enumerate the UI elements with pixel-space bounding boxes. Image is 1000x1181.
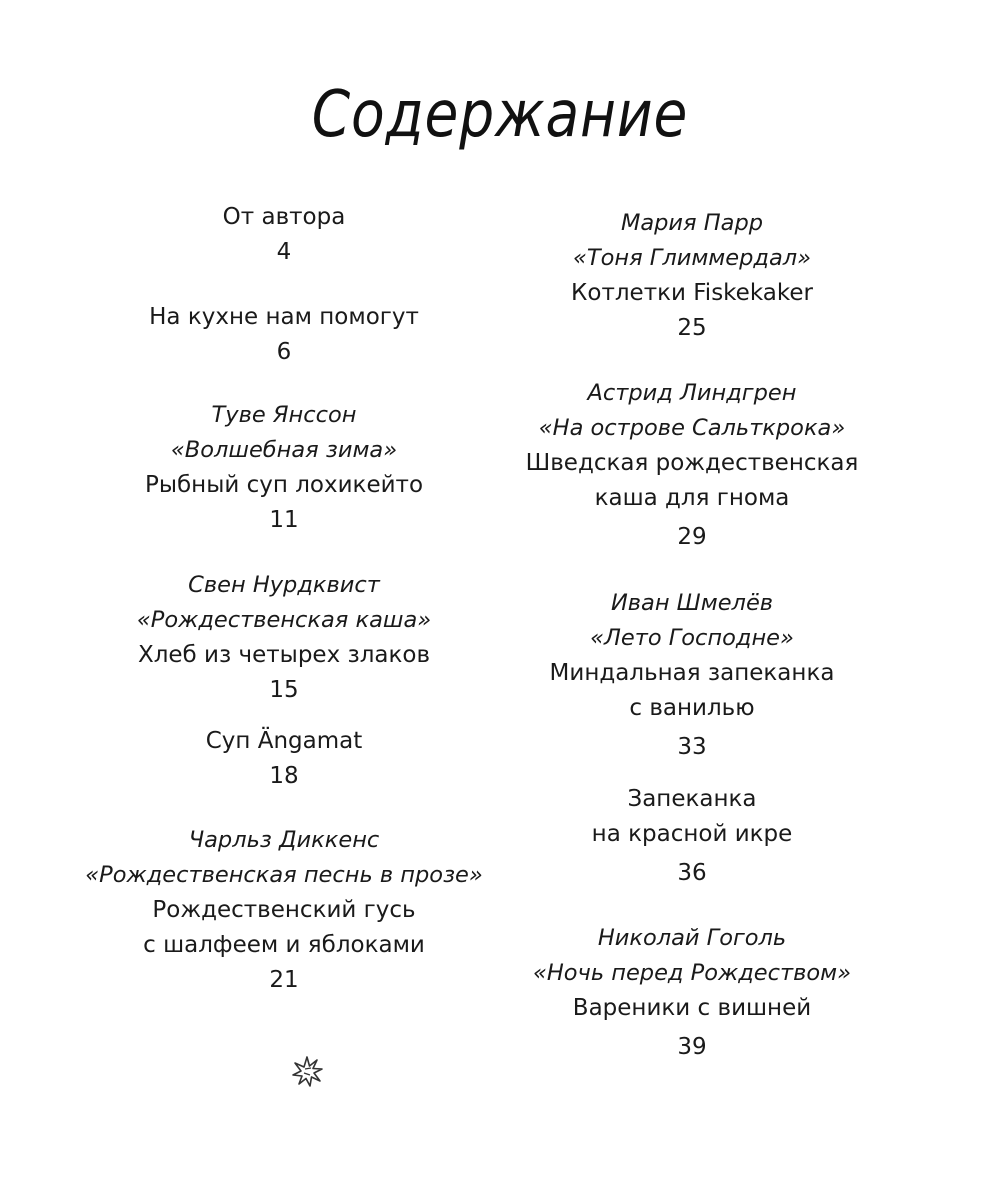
toc-entry-angamat	[84, 724, 484, 794]
author-name: Астрид Линдгрен	[587, 380, 797, 406]
author-name: Чарльз Диккенс	[188, 827, 380, 853]
toc-entry-nordqvist	[84, 568, 484, 708]
recipe-title: На кухне нам помогут	[149, 304, 419, 330]
book-title: «Рождественская каша»	[136, 607, 432, 633]
recipe-title: От автора	[222, 204, 346, 230]
toc-entry-shmelev	[492, 586, 892, 765]
recipe-title: на красной икре	[591, 821, 793, 847]
page-number: 39	[677, 1034, 707, 1060]
recipe-title: Хлеб из четырех злаков	[137, 642, 431, 668]
page-title: Содержание	[311, 78, 689, 152]
page-number: 4	[276, 239, 292, 265]
book-title: «Волшебная зима»	[170, 437, 398, 463]
recipe-title: Шведская рождественская	[525, 450, 859, 476]
page-number: 33	[677, 734, 707, 760]
recipe-title: каша для гнома	[594, 485, 790, 511]
recipe-title: Рыбный суп лохикейто	[144, 472, 424, 498]
author-name: Свен Нурдквист	[188, 572, 380, 598]
page-number: 29	[677, 524, 707, 550]
toc-entry-caviar-casserole	[492, 782, 892, 891]
book-title: «Лето Господне»	[590, 625, 794, 651]
recipe-title: с шалфеем и яблоками	[143, 932, 425, 958]
toc-entry-lindgren	[492, 376, 892, 555]
toc-entry-from-author	[84, 200, 484, 270]
author-name: Туве Янссон	[211, 402, 357, 428]
star-burst-icon	[289, 1054, 325, 1090]
author-name: Николай Гоголь	[597, 925, 787, 951]
recipe-title: Миндальная запеканка	[549, 660, 835, 686]
recipe-title: Суп Ängamat	[205, 728, 363, 754]
toc-entry-parr	[492, 206, 892, 346]
page-number: 6	[276, 339, 292, 365]
page-number: 15	[269, 677, 299, 703]
author-name: Мария Парр	[620, 210, 764, 236]
toc-entry-dickens	[84, 823, 484, 998]
page-number: 36	[677, 860, 707, 886]
recipe-title: с ванилью	[629, 695, 755, 721]
page-number: 21	[269, 967, 299, 993]
toc-entry-gogol	[492, 921, 892, 1065]
book-title: «Тоня Глиммердал»	[572, 245, 812, 271]
recipe-title: Рождественский гусь	[152, 897, 416, 923]
author-name: Иван Шмелёв	[610, 590, 774, 616]
page-number: 11	[269, 507, 299, 533]
page-number: 25	[677, 315, 707, 341]
page-number: 18	[269, 763, 299, 789]
recipe-title: Вареники с вишней	[572, 995, 812, 1021]
toc-entry-jansson	[84, 398, 484, 538]
recipe-title: Котлетки Fiskekaker	[571, 280, 813, 306]
book-title: «На острове Сальткрока»	[538, 415, 846, 441]
book-title: «Ночь перед Рождеством»	[532, 960, 852, 986]
recipe-title: Запеканка	[627, 786, 757, 812]
book-title: «Рождественская песнь в прозе»	[85, 862, 483, 888]
toc-entry-kitchen-helpers	[84, 300, 484, 370]
